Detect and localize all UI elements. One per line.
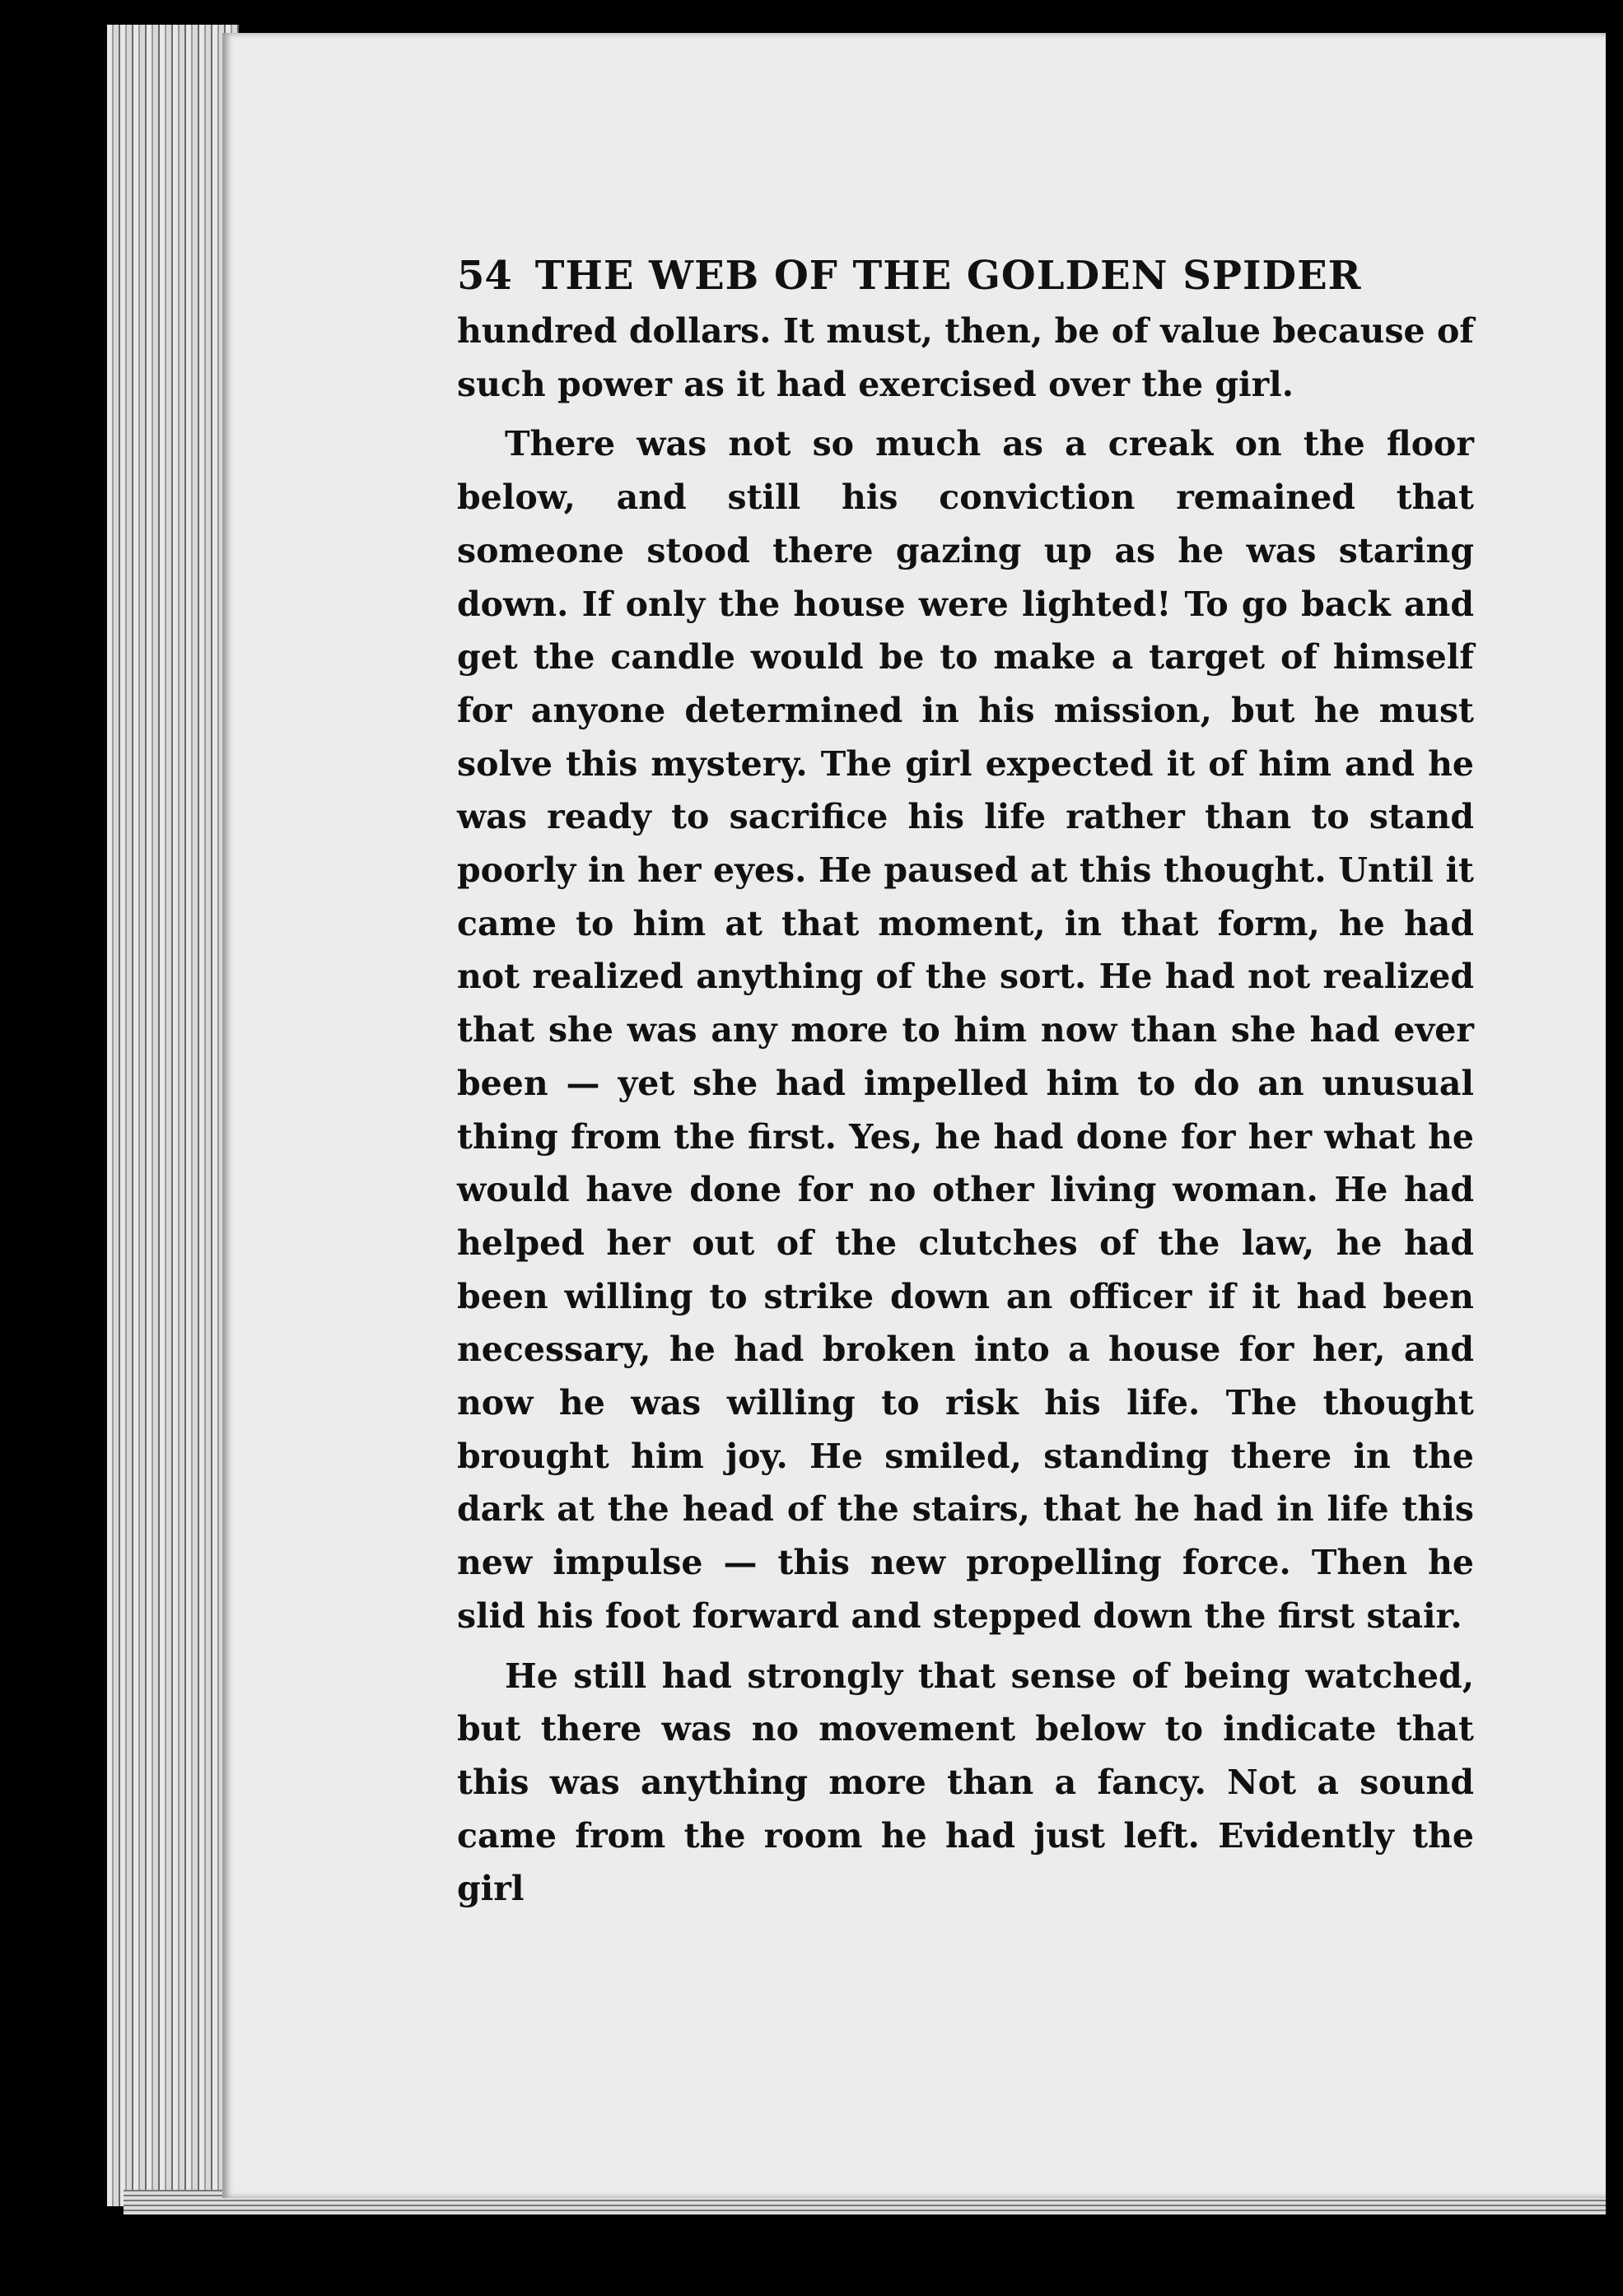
running-head: [457, 247, 1474, 305]
paragraph-continued: hundred dollars. It must, then, be of value because of such power as it had exercised over the girl.: [457, 311, 1474, 404]
book-title: THE WEB OF THE GOLDEN SPIDER: [534, 253, 1362, 299]
paragraph: He still had strongly that sense of being watched, but there was no movement below to indicate that this was anything more than a fancy. Not a sound came from the room he had just left. Evidently the girl: [457, 1656, 1474, 1909]
page-number: 54: [457, 253, 512, 299]
page-text-block: [457, 247, 1474, 1916]
book-page-edges: [107, 25, 239, 2206]
paragraph: There was not so much as a creak on the floor below, and still his conviction remained that someone stood there gazing up as he was staring down. If only the house were lighted! To go back and get the candle would be to make a target of himself for anyone determined in his mission, but he must solve this mystery. The girl expected it of him and he was ready to sacrifice his life rather than to stand poorly in her eyes. He paused at this thought. Until it came to him at that moment, in that form, he had not realized anything of the sort. He had not realized that she was any more to him now than she had ever been — yet she had impelled him to do an unusual thing from the first. Yes, he had done for her what he would have done for no other living woman. He had helped her out of the clutches of the law, he had been willing to strike down an officer if it had been necessary, he had broken into a house for her, and now he was willing to risk his life. The thought brought him joy. He smiled, standing there in the dark at the head of the stairs, that he had in life this new impulse — this new propelling force. Then he slid his foot forward and stepped down the first stair.: [457, 424, 1474, 1636]
